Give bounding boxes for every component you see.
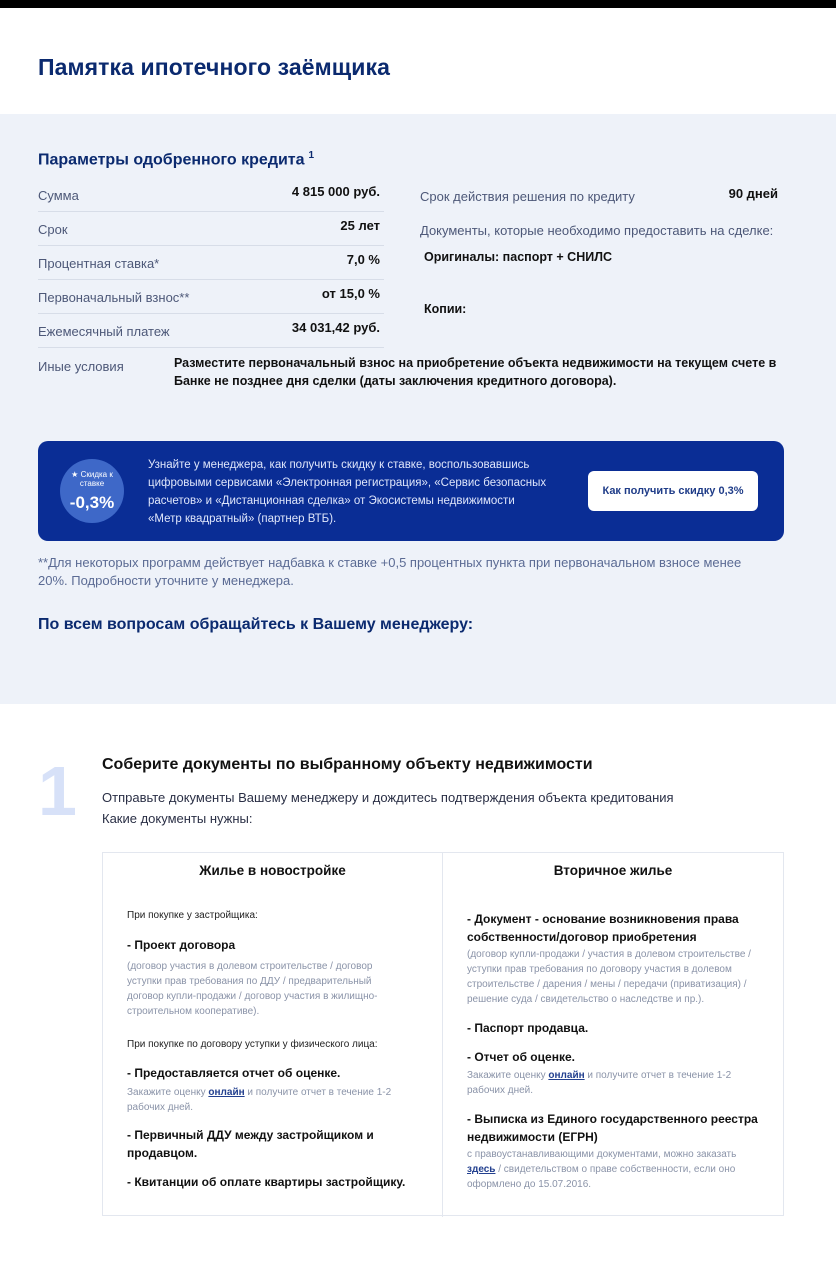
status-bar xyxy=(0,0,836,8)
step-title: Соберите документы по выбранному объекту недвижимости xyxy=(102,756,593,773)
online-appraisal-link[interactable]: онлайн xyxy=(548,1070,585,1081)
param-value: 34 031,42 руб. xyxy=(291,320,380,335)
contact-manager-heading: По всем вопросам обращайтесь к Вашему менеджеру: xyxy=(38,616,474,633)
other-conditions-value: Разместите первоначальный взнос на приобретение объекта недвижимости на текущем счете в Банке не позднее дня сделки (даты заключения кредитного договора). xyxy=(174,356,777,388)
documents-table xyxy=(102,852,784,1216)
doc-item: - Квитанции об оплате квартиры застройщику. xyxy=(127,1175,406,1189)
param-label: Процентная ставка* xyxy=(38,256,160,271)
doc-item-desc: (договор купли-продажи / участия в долевом строительстве / уступки прав требования по договору участия в долевом строительстве / дарения / мены / передачи (приватизация) / решение суда / свидетельство о наследстве и пр.). xyxy=(467,949,751,1005)
discount-description: Узнайте у менеджера, как получить скидку к ставке, воспользовавшись цифровыми сервисами «Электронная регистрация», «Сервис безопасных расчетов» и «Дистанционная сделка» от Экосистемы недвижимости «Метр квадратный» (партнер ВТБ). xyxy=(148,459,547,525)
param-label: Первоначальный взнос** xyxy=(38,290,190,305)
section-title-text: Параметры одобренного кредита xyxy=(38,151,305,169)
discount-badge-value: -0,3% xyxy=(69,493,115,512)
online-appraisal-link[interactable]: онлайн xyxy=(208,1087,245,1098)
param-label: Сумма xyxy=(38,188,79,203)
footnote-marker: 1 xyxy=(308,150,315,161)
desc-text: с правоустанавливающими документами, можно заказать xyxy=(467,1149,737,1160)
discount-banner xyxy=(38,441,784,541)
param-value: 7,0 % xyxy=(346,252,380,267)
copies-docs: Копии: xyxy=(424,302,467,316)
originals-docs: Оригиналы: паспорт + СНИЛС xyxy=(424,250,613,264)
section-label: При покупке по договору уступки у физического лица: xyxy=(127,1039,378,1050)
secondary-housing-column xyxy=(443,853,783,1217)
other-conditions-label: Иные условия xyxy=(38,359,124,374)
doc-item: - Документ - основание возникновения права собственности/договор приобретения xyxy=(467,912,739,944)
doc-item-desc xyxy=(467,1068,757,1098)
doc-item-desc xyxy=(127,1085,403,1115)
new-building-column xyxy=(103,853,443,1217)
step-number: 1 xyxy=(38,752,77,830)
get-discount-button[interactable]: Как получить скидку 0,3% xyxy=(588,471,758,511)
desc-text: и получите отчет в течение 1-2 рабочих дней. xyxy=(467,1070,732,1096)
page-title: Памятка ипотечного заёмщика xyxy=(38,54,390,80)
column-title: Жилье в новостройке xyxy=(199,863,346,878)
discount-badge-caption: ★ Скидка к ставке xyxy=(71,470,113,488)
step-subtitle xyxy=(102,787,674,829)
egrn-order-link[interactable]: здесь xyxy=(467,1164,496,1175)
decision-term-value: 90 дней xyxy=(728,186,778,201)
desc-text: Закажите оценку xyxy=(127,1087,209,1098)
section-label: При покупке у застройщика: xyxy=(127,910,258,921)
param-value: 25 лет xyxy=(340,218,380,233)
param-row-down-payment xyxy=(38,280,384,314)
desc-text: / свидетельством о праве собственности, если оно оформлено до 15.07.2016. xyxy=(467,1164,736,1190)
doc-item: - Паспорт продавца. xyxy=(467,1021,589,1035)
section-title xyxy=(38,150,314,169)
desc-text: и получите отчет в течение 1-2 рабочих дней. xyxy=(127,1087,392,1113)
param-row-rate xyxy=(38,246,384,280)
param-value: от 15,0 % xyxy=(321,286,380,301)
desc-text: Закажите оценку xyxy=(467,1070,549,1081)
doc-item: - Предоставляется отчет об оценке. xyxy=(127,1066,341,1080)
discount-badge xyxy=(60,459,124,523)
doc-item: - Отчет об оценке. xyxy=(467,1050,575,1064)
footnote: **Для некоторых программ действует надбавка к ставке +0,5 процентных пункта при первоначальном взносе менее 20%. Подробности уточните у менеджера. xyxy=(38,555,742,588)
step-subtitle-line2: Какие документы нужны: xyxy=(102,811,253,826)
param-row-amount xyxy=(38,178,384,212)
column-title: Вторичное жилье xyxy=(553,863,673,878)
param-row-term xyxy=(38,212,384,246)
required-docs-label: Документы, которые необходимо предоставить на сделке: xyxy=(420,223,774,238)
header xyxy=(0,8,836,114)
doc-item: - Первичный ДДУ между застройщиком и продавцом. xyxy=(127,1128,374,1160)
param-row-monthly-payment xyxy=(38,314,384,348)
doc-item: - Выписка из Единого государственного реестра недвижимости (ЕГРН) xyxy=(467,1112,758,1144)
step-1-section xyxy=(0,704,836,1280)
param-label: Срок xyxy=(38,222,68,237)
credit-parameters-section xyxy=(0,114,836,704)
decision-term-label: Срок действия решения по кредиту xyxy=(420,189,635,204)
param-label: Ежемесячный платеж xyxy=(38,324,170,339)
doc-item-desc xyxy=(467,1147,767,1192)
param-value: 4 815 000 руб. xyxy=(291,184,380,199)
doc-item: - Проект договора xyxy=(127,938,236,952)
step-subtitle-line1: Отправьте документы Вашему менеджеру и дождитесь подтверждения объекта кредитования xyxy=(102,790,674,805)
doc-item-desc: (договор участия в долевом строительстве / договор уступки прав требования по ДДУ / предварительный договор купли-продажи / договор участия в жилищно-строительном кооперативе). xyxy=(127,961,378,1017)
